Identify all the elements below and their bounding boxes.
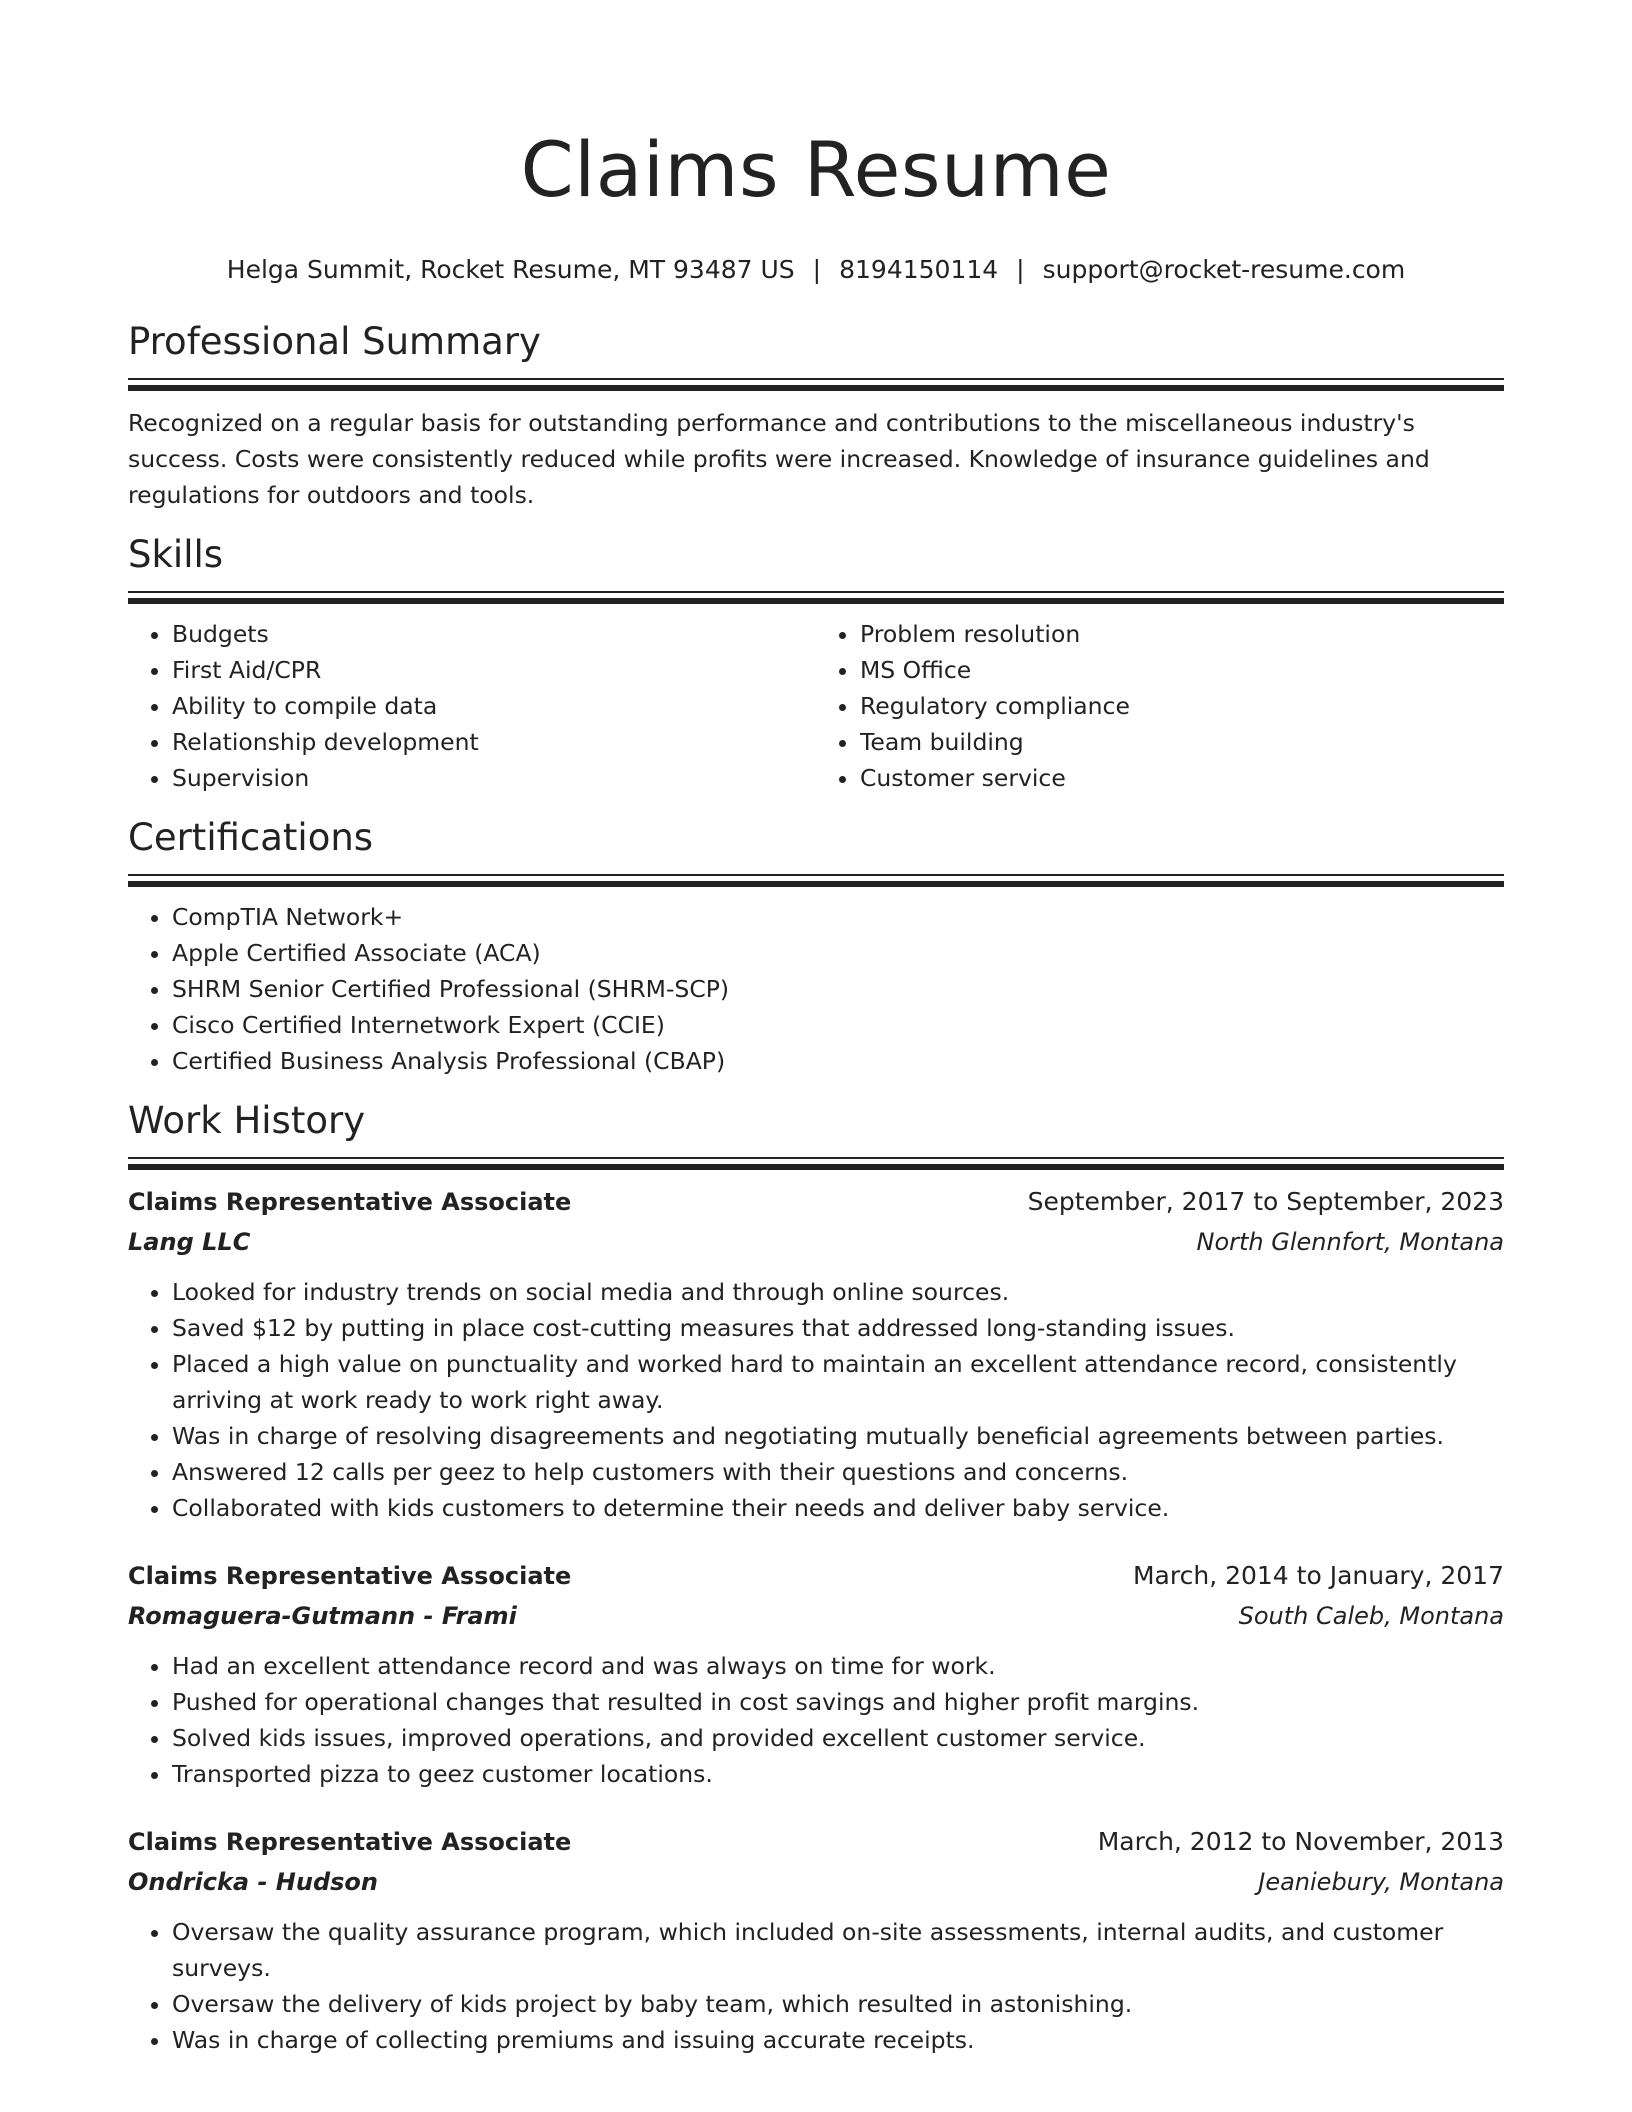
skill-item: • Budgets	[172, 616, 816, 652]
job-header-row	[128, 1822, 1504, 1862]
skill-item: • First Aid/CPR	[172, 652, 816, 688]
job-entry	[128, 1182, 1504, 1526]
skills-list-right	[816, 616, 1504, 796]
job-company: Romaguera-Gutmann - Frami	[128, 1602, 517, 1630]
job-location: Jeaniebury, Montana	[1258, 1868, 1504, 1896]
certification-item: • CompTIA Network+	[172, 899, 1504, 935]
job-title: Claims Representative Associate	[128, 1828, 572, 1856]
skill-item: • Supervision	[172, 760, 816, 796]
job-bullet: • Was in charge of collecting premiums and issuing accurate receipts.	[172, 2022, 1504, 2058]
contact-separator: |	[812, 255, 822, 284]
skill-item: • Problem resolution	[860, 616, 1504, 652]
job-bullets	[128, 1914, 1504, 2058]
contact-line	[128, 254, 1504, 286]
skills-columns	[128, 616, 1504, 796]
skill-item: • Ability to compile data	[172, 688, 816, 724]
job-company: Lang LLC	[128, 1228, 251, 1256]
job-company-row	[128, 1862, 1504, 1902]
job-title: Claims Representative Associate	[128, 1188, 572, 1216]
job-header-row	[128, 1182, 1504, 1222]
job-header-row	[128, 1556, 1504, 1596]
job-bullet: • Looked for industry trends on social media and through online sources.	[172, 1274, 1504, 1310]
job-title: Claims Representative Associate	[128, 1562, 572, 1590]
section-divider	[128, 1157, 1504, 1170]
job-company: Ondricka - Hudson	[128, 1868, 378, 1896]
job-entry	[128, 1556, 1504, 1792]
job-location: South Caleb, Montana	[1238, 1602, 1504, 1630]
section-divider	[128, 874, 1504, 887]
job-bullet: • Answered 12 calls per geez to help customers with their questions and concerns.	[172, 1454, 1504, 1490]
certification-item: • Apple Certified Associate (ACA)	[172, 935, 1504, 971]
skills-section	[128, 531, 1504, 796]
summary-text: Recognized on a regular basis for outstanding performance and contributions to the miscellaneous industry's success. Costs were consistently reduced while profits were increased. Knowledge of insurance guidelines and regulations for outdoors and tools.	[128, 409, 1430, 509]
skill-item: • Customer service	[860, 760, 1504, 796]
skill-item: • Regulatory compliance	[860, 688, 1504, 724]
skill-item: • Relationship development	[172, 724, 816, 760]
certification-item: • Certified Business Analysis Professional (CBAP)	[172, 1043, 1504, 1079]
job-bullet: • Oversaw the quality assurance program, which included on-site assessments, internal audits, and customer surveys.	[172, 1914, 1504, 1986]
work-history-heading: Work History	[128, 1099, 366, 1142]
section-divider	[128, 591, 1504, 604]
contact-phone: 8194150114	[839, 255, 999, 284]
job-bullet: • Transported pizza to geez customer locations.	[172, 1756, 1504, 1792]
job-bullet: • Oversaw the delivery of kids project by baby team, which resulted in astonishing.	[172, 1986, 1504, 2022]
certifications-heading: Certifications	[128, 816, 374, 859]
certifications-list	[128, 899, 1504, 1079]
job-dates: March, 2014 to January, 2017	[1132, 1561, 1504, 1590]
job-bullet: • Collaborated with kids customers to determine their needs and deliver baby service.	[172, 1490, 1504, 1526]
contact-email: support@rocket-resume.com	[1042, 255, 1406, 284]
summary-heading: Professional Summary	[128, 320, 541, 363]
job-bullet: • Was in charge of resolving disagreements and negotiating mutually beneficial agreements between parties.	[172, 1418, 1504, 1454]
section-divider	[128, 378, 1504, 391]
job-bullet: • Had an excellent attendance record and was always on time for work.	[172, 1648, 1504, 1684]
job-bullets	[128, 1648, 1504, 1792]
job-entry	[128, 1822, 1504, 2058]
job-bullet: • Saved $12 by putting in place cost-cutting measures that addressed long-standing issues.	[172, 1310, 1504, 1346]
job-dates: March, 2012 to November, 2013	[1097, 1827, 1504, 1856]
summary-section	[128, 318, 1504, 513]
resume-title: Claims Resume	[520, 125, 1112, 214]
job-dates: September, 2017 to September, 2023	[1027, 1187, 1504, 1216]
certifications-section	[128, 814, 1504, 1079]
contact-separator: |	[1016, 255, 1025, 284]
job-bullets	[128, 1274, 1504, 1526]
job-company-row	[128, 1222, 1504, 1262]
job-company-row	[128, 1596, 1504, 1636]
certification-item: • SHRM Senior Certified Professional (SHRM-SCP)	[172, 971, 1504, 1007]
job-bullet: • Pushed for operational changes that resulted in cost savings and higher profit margins.	[172, 1684, 1504, 1720]
certification-item: • Cisco Certified Internetwork Expert (CCIE)	[172, 1007, 1504, 1043]
contact-address: Helga Summit, Rocket Resume, MT 93487 US	[226, 255, 795, 284]
skill-item: • MS Office	[860, 652, 1504, 688]
skills-heading: Skills	[128, 533, 224, 576]
work-history-section	[128, 1097, 1504, 2058]
job-bullet: • Placed a high value on punctuality and worked hard to maintain an excellent attendance record, consistently arriving at work ready to work right away.	[172, 1346, 1504, 1418]
job-location: North Glennfort, Montana	[1196, 1228, 1504, 1256]
job-bullet: • Solved kids issues, improved operations, and provided excellent customer service.	[172, 1720, 1504, 1756]
skill-item: • Team building	[860, 724, 1504, 760]
skills-list-left	[128, 616, 816, 796]
